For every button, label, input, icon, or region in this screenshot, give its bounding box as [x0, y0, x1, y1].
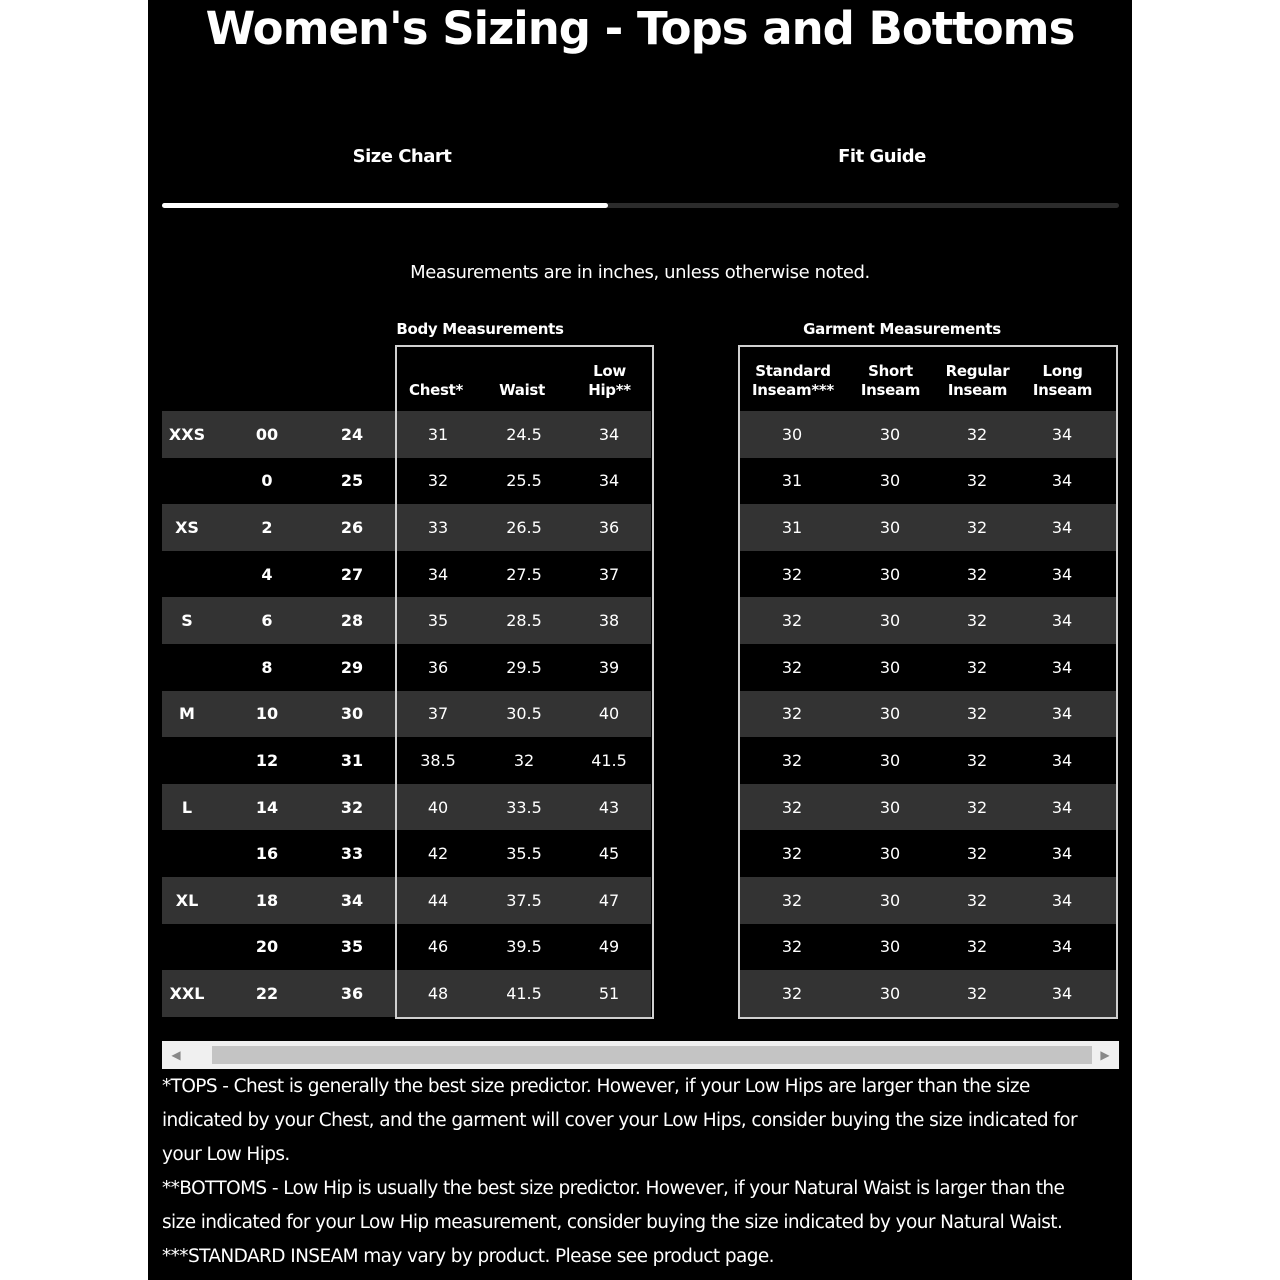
- table-row: [162, 924, 1118, 971]
- cell-standard: 32: [781, 657, 803, 677]
- tab-size-chart[interactable]: Size Chart: [352, 146, 452, 167]
- cell-short: 30: [879, 517, 901, 537]
- cell-long: 34: [1051, 983, 1073, 1003]
- cell-hip: 47: [598, 890, 620, 910]
- garment-measurements-label: Garment Measurements: [803, 320, 1001, 338]
- header-long-line1: Long: [1042, 362, 1083, 380]
- header-short-inseam: [848, 358, 933, 408]
- cell-chest: 38.5: [420, 750, 456, 770]
- cell-denim: 31: [340, 750, 364, 770]
- cell-standard: 31: [781, 471, 803, 491]
- cell-chest: 34: [427, 564, 449, 584]
- cell-long: 34: [1051, 657, 1073, 677]
- cell-regular: 32: [966, 983, 988, 1003]
- cell-hip: 38: [598, 611, 620, 631]
- cell-waist: 30.5: [506, 704, 542, 724]
- cell-waist: 37.5: [506, 890, 542, 910]
- footnote-tops-line2: indicated by your Chest, and the garment will cover your Low Hips, consider buying the size indicated for: [162, 1110, 1077, 1131]
- body-measurements-label: Body Measurements: [396, 320, 564, 338]
- cell-alpha: M: [179, 704, 195, 724]
- cell-short: 30: [879, 937, 901, 957]
- cell-waist: 28.5: [506, 611, 542, 631]
- footnote-tops-line1: *TOPS - Chest is generally the best size predictor. However, if your Low Hips are larger than the size: [162, 1076, 1030, 1097]
- header-long-line2: Inseam: [1032, 381, 1093, 399]
- cell-waist: 32: [513, 750, 535, 770]
- cell-hip: 41.5: [591, 750, 627, 770]
- cell-num: 6: [261, 611, 273, 631]
- cell-waist: 24.5: [506, 424, 542, 444]
- header-regular-line2: Inseam: [947, 381, 1008, 399]
- cell-chest: 46: [427, 937, 449, 957]
- cell-standard: 32: [781, 704, 803, 724]
- cell-short: 30: [879, 797, 901, 817]
- cell-waist: 29.5: [506, 657, 542, 677]
- footnote-bottoms: [162, 1172, 1122, 1240]
- cell-short: 30: [879, 844, 901, 864]
- cell-denim: 24: [340, 424, 364, 444]
- scroll-left-icon[interactable]: ◀: [171, 1048, 181, 1062]
- cell-long: 34: [1051, 517, 1073, 537]
- cell-hip: 40: [598, 704, 620, 724]
- cell-short: 30: [879, 471, 901, 491]
- header-low-hip-line1: Low: [593, 362, 626, 380]
- cell-hip: 34: [598, 471, 620, 491]
- table-row: [162, 691, 1118, 738]
- header-standard-line1: Standard: [755, 362, 831, 380]
- table-row: [162, 551, 1118, 598]
- footnote-bottoms-line2: size indicated for your Low Hip measurement, consider buying the size indicated by your Natural Waist.: [162, 1212, 1063, 1233]
- cell-alpha: L: [181, 797, 193, 817]
- cell-num: 20: [255, 937, 279, 957]
- cell-hip: 49: [598, 937, 620, 957]
- cell-standard: 32: [781, 983, 803, 1003]
- header-long-inseam: [1020, 358, 1105, 408]
- cell-chest: 31: [427, 424, 449, 444]
- cell-short: 30: [879, 890, 901, 910]
- footnote-inseam: ***STANDARD INSEAM may vary by product. Please see product page.: [162, 1246, 774, 1267]
- measurement-note: Measurements are in inches, unless otherwise noted.: [410, 262, 870, 283]
- cell-denim: 36: [340, 983, 364, 1003]
- footnote-tops: [162, 1070, 1122, 1172]
- cell-num: 16: [255, 844, 279, 864]
- table-row: [162, 737, 1118, 784]
- cell-regular: 32: [966, 937, 988, 957]
- cell-num: 8: [261, 657, 273, 677]
- cell-hip: 43: [598, 797, 620, 817]
- cell-chest: 40: [427, 797, 449, 817]
- cell-regular: 32: [966, 704, 988, 724]
- header-regular-line1: Regular: [945, 362, 1010, 380]
- cell-regular: 32: [966, 750, 988, 770]
- table-row: [162, 784, 1118, 831]
- header-low-hip: [567, 358, 652, 408]
- cell-denim: 29: [340, 657, 364, 677]
- cell-long: 34: [1051, 564, 1073, 584]
- cell-regular: 32: [966, 657, 988, 677]
- cell-hip: 36: [598, 517, 620, 537]
- header-chest: [396, 358, 476, 408]
- cell-short: 30: [879, 611, 901, 631]
- header-short-line2: Inseam: [860, 381, 921, 399]
- cell-long: 34: [1051, 704, 1073, 724]
- table-row: [162, 830, 1118, 877]
- table-row: [162, 411, 1118, 458]
- cell-long: 34: [1051, 797, 1073, 817]
- cell-denim: 32: [340, 797, 364, 817]
- cell-waist: 26.5: [506, 517, 542, 537]
- tab-active-indicator: [162, 203, 608, 208]
- cell-long: 34: [1051, 611, 1073, 631]
- header-standard-line2: Inseam***: [752, 381, 834, 399]
- size-table: [162, 411, 1118, 1017]
- header-chest-label: Chest*: [408, 381, 463, 399]
- cell-num: 2: [261, 517, 273, 537]
- cell-waist: 33.5: [506, 797, 542, 817]
- table-row: [162, 597, 1118, 644]
- cell-denim: 35: [340, 937, 364, 957]
- footnote-bottoms-line1: **BOTTOMS - Low Hip is usually the best size predictor. However, if your Natural Waist is larger than the: [162, 1178, 1065, 1199]
- cell-regular: 32: [966, 564, 988, 584]
- cell-hip: 34: [598, 424, 620, 444]
- cell-waist: 35.5: [506, 844, 542, 864]
- cell-standard: 32: [781, 890, 803, 910]
- cell-num: 10: [255, 704, 279, 724]
- cell-num: 22: [255, 983, 279, 1003]
- cell-short: 30: [879, 750, 901, 770]
- tab-indicator-track: [162, 203, 1119, 208]
- cell-chest: 37: [427, 704, 449, 724]
- cell-hip: 37: [598, 564, 620, 584]
- cell-denim: 33: [340, 844, 364, 864]
- cell-chest: 48: [427, 983, 449, 1003]
- cell-long: 34: [1051, 471, 1073, 491]
- table-row: [162, 644, 1118, 691]
- cell-short: 30: [879, 424, 901, 444]
- cell-denim: 34: [340, 890, 364, 910]
- cell-hip: 51: [598, 983, 620, 1003]
- cell-alpha: XS: [175, 517, 199, 537]
- cell-standard: 31: [781, 517, 803, 537]
- header-low-hip-line2: Hip**: [588, 381, 631, 399]
- cell-regular: 32: [966, 797, 988, 817]
- sizing-panel: [148, 0, 1132, 1280]
- cell-num: 14: [255, 797, 279, 817]
- cell-standard: 32: [781, 611, 803, 631]
- cell-short: 30: [879, 564, 901, 584]
- cell-hip: 45: [598, 844, 620, 864]
- cell-alpha: XXL: [169, 983, 205, 1003]
- cell-standard: 32: [781, 937, 803, 957]
- cell-num: 4: [261, 564, 273, 584]
- cell-hip: 39: [598, 657, 620, 677]
- cell-regular: 32: [966, 424, 988, 444]
- cell-short: 30: [879, 983, 901, 1003]
- cell-regular: 32: [966, 890, 988, 910]
- cell-chest: 35: [427, 611, 449, 631]
- cell-denim: 30: [340, 704, 364, 724]
- cell-num: 00: [255, 424, 279, 444]
- cell-long: 34: [1051, 844, 1073, 864]
- cell-num: 18: [255, 890, 279, 910]
- cell-num: 0: [261, 471, 273, 491]
- cell-alpha: XXS: [168, 424, 206, 444]
- cell-alpha: S: [181, 611, 193, 631]
- cell-denim: 25: [340, 471, 364, 491]
- cell-standard: 30: [781, 424, 803, 444]
- cell-waist: 39.5: [506, 937, 542, 957]
- cell-denim: 26: [340, 517, 364, 537]
- cell-regular: 32: [966, 611, 988, 631]
- header-waist-label: Waist: [499, 381, 545, 399]
- header-standard-inseam: [743, 358, 843, 408]
- cell-long: 34: [1051, 937, 1073, 957]
- cell-chest: 44: [427, 890, 449, 910]
- cell-chest: 42: [427, 844, 449, 864]
- header-short-line1: Short: [868, 362, 913, 380]
- table-row: [162, 877, 1118, 924]
- cell-alpha: XL: [175, 890, 199, 910]
- table-row: [162, 504, 1118, 551]
- cell-standard: 32: [781, 844, 803, 864]
- cell-long: 34: [1051, 424, 1073, 444]
- cell-chest: 32: [427, 471, 449, 491]
- cell-long: 34: [1051, 890, 1073, 910]
- table-row: [162, 458, 1118, 505]
- cell-standard: 32: [781, 797, 803, 817]
- cell-long: 34: [1051, 750, 1073, 770]
- tab-fit-guide[interactable]: Fit Guide: [838, 146, 926, 167]
- cell-num: 12: [255, 750, 279, 770]
- cell-denim: 28: [340, 611, 364, 631]
- cell-chest: 36: [427, 657, 449, 677]
- cell-chest: 33: [427, 517, 449, 537]
- horizontal-scrollbar[interactable]: [162, 1041, 1119, 1069]
- header-waist: [482, 358, 562, 408]
- cell-standard: 32: [781, 750, 803, 770]
- cell-waist: 41.5: [506, 983, 542, 1003]
- header-regular-inseam: [935, 358, 1020, 408]
- cell-regular: 32: [966, 844, 988, 864]
- scroll-right-icon[interactable]: ▶: [1100, 1048, 1110, 1062]
- cell-denim: 27: [340, 564, 364, 584]
- cell-regular: 32: [966, 517, 988, 537]
- cell-short: 30: [879, 657, 901, 677]
- table-row: [162, 970, 1118, 1017]
- cell-waist: 27.5: [506, 564, 542, 584]
- cell-waist: 25.5: [506, 471, 542, 491]
- scrollbar-thumb[interactable]: [212, 1046, 1092, 1064]
- page-title: Women's Sizing - Tops and Bottoms: [205, 2, 1075, 55]
- cell-regular: 32: [966, 471, 988, 491]
- cell-standard: 32: [781, 564, 803, 584]
- footnote-tops-line3: your Low Hips.: [162, 1144, 290, 1165]
- cell-short: 30: [879, 704, 901, 724]
